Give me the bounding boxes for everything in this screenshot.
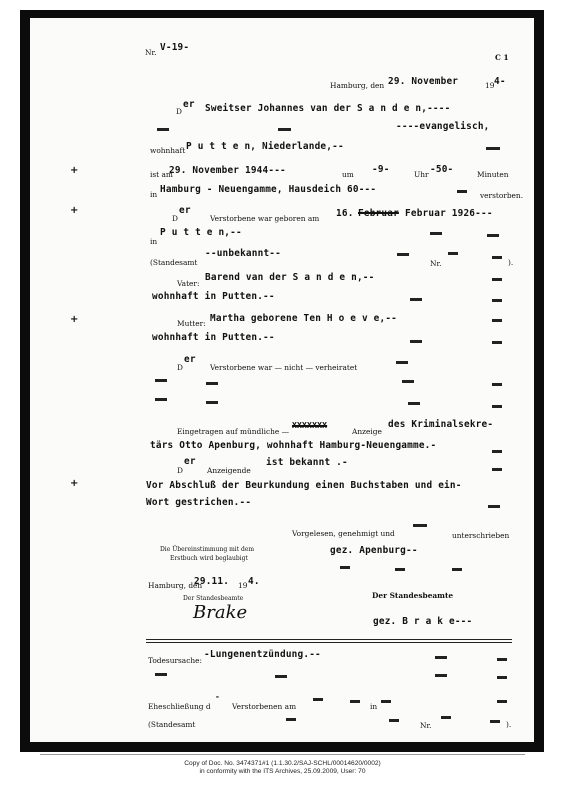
death-hour: -9- — [372, 164, 390, 175]
cause-of-death: -Lungenentzündung.-- — [204, 649, 321, 660]
filler-dash — [395, 568, 405, 571]
filler-dash — [402, 380, 414, 383]
filler-dash — [457, 190, 467, 193]
filler-dash — [430, 232, 442, 235]
d-prefix: D — [172, 214, 178, 223]
filler-dash — [396, 361, 408, 364]
uhr-label: Uhr — [414, 170, 429, 179]
filler-dash — [492, 405, 502, 408]
official-label: Der Standesbeamte — [372, 591, 454, 600]
filler-dash — [340, 566, 350, 569]
anzeigende-label: Anzeigende — [207, 466, 251, 475]
er-suffix: er — [183, 99, 195, 110]
birth-day: 16. — [336, 208, 354, 219]
standesamt-label: (Standesamt — [150, 258, 198, 267]
eingetragen-text: Eingetragen auf mündliche — — [177, 427, 289, 436]
close-paren: ). — [508, 258, 514, 267]
verstorbenen-label: Verstorbenen am — [232, 702, 297, 711]
filler-dash — [410, 340, 422, 343]
year-prefix: 19 — [485, 81, 495, 90]
mutter-name: Martha geborene Ten H o e v e,-- — [210, 313, 398, 324]
cert-year-suffix: 4. — [248, 576, 260, 587]
register-number: V-19- — [160, 42, 190, 53]
nr-label: Nr. — [145, 48, 157, 57]
minuten-label: Minuten — [477, 170, 509, 179]
filler-dash — [275, 675, 287, 678]
filler-dash — [497, 700, 507, 703]
handwritten-signature: Brake — [193, 602, 248, 623]
filler-dash — [157, 128, 169, 131]
filler-dash — [490, 720, 500, 723]
place-date-label: Hamburg, den — [330, 81, 385, 90]
filler-dash — [286, 718, 296, 721]
ist-am-label: ist am — [150, 170, 173, 179]
filler-dash — [435, 656, 447, 659]
filler-dash — [278, 128, 291, 131]
record-date: 29. November — [388, 76, 459, 87]
filler-dash — [389, 719, 399, 722]
born-text: Verstorbene war geboren am — [210, 214, 320, 223]
wohnhaft-label: wohnhaft — [150, 146, 186, 155]
marital-status: Verstorbene war — nicht — verheiratet — [210, 363, 358, 372]
filler-dash — [488, 505, 500, 508]
mutter-label: Mutter: — [177, 319, 206, 328]
correction-note: Vor Abschluß der Beurkundung einen Buchstaben und ein- — [146, 480, 462, 491]
mutter-wohnhaft: wohnhaft in Putten.-- — [152, 332, 275, 343]
er-suffix: er — [179, 205, 191, 216]
death-place: Hamburg - Neuengamme, Hausdeich 60--- — [160, 184, 377, 195]
death-minutes: -50- — [430, 164, 454, 175]
official-label-small: Der Standesbeamte — [183, 595, 244, 602]
filler-dash — [492, 450, 502, 453]
filler-dash — [452, 568, 462, 571]
margin-plus-mark: + — [70, 205, 79, 216]
filler-dash — [441, 716, 451, 719]
filler-dash — [206, 401, 218, 404]
filler-dash — [492, 299, 502, 302]
cause-label: Todesursache: — [148, 656, 202, 665]
cert-date: 29.11. — [194, 576, 230, 587]
nr-label: Nr. — [430, 259, 442, 268]
separator-line — [146, 639, 512, 640]
er-suffix: er — [184, 354, 196, 365]
filler-dash — [487, 234, 499, 237]
filler-dash — [408, 402, 420, 405]
in-label: in — [370, 702, 378, 711]
religion: ----evangelisch, — [396, 121, 490, 132]
birth-place: P u t t e n,-- — [160, 227, 242, 238]
filler-dash — [448, 252, 458, 255]
vater-wohnhaft: wohnhaft in Putten.-- — [152, 291, 275, 302]
vater-label: Vater: — [177, 279, 200, 288]
filler-dash — [497, 658, 507, 661]
filler-dash — [492, 468, 502, 471]
margin-plus-mark: + — [70, 478, 79, 489]
filler-dash — [410, 298, 422, 301]
margin-plus-mark: + — [70, 314, 79, 325]
filler-dash — [206, 382, 218, 385]
separator-line — [146, 642, 512, 643]
er-suffix: er — [184, 456, 196, 467]
in-label: in — [150, 190, 158, 199]
official-signature: gez. B r a k e--- — [373, 616, 473, 627]
unterschrieben-label: unterschrieben — [452, 531, 510, 540]
margin-plus-mark: + — [70, 165, 79, 176]
cert-place-label: Hamburg, den — [148, 581, 203, 590]
archive-footer — [0, 760, 565, 776]
informant: des Kriminalsekre- — [388, 419, 494, 430]
informant-continued: tärs Otto Apenburg, wohnhaft Hamburg-Neuengamme.- — [150, 440, 437, 451]
struck-month: Februar — [358, 208, 399, 219]
marriage-dash: - — [215, 692, 221, 701]
filler-dash — [397, 253, 409, 256]
filler-dash — [492, 278, 502, 281]
filler-dash — [492, 383, 502, 386]
filler-dash — [492, 319, 502, 322]
filler-dash — [350, 700, 360, 703]
standesamt-value: --unbekannt-- — [205, 248, 281, 259]
birth-month-year: Februar 1926--- — [405, 208, 493, 219]
standesamt-label: (Standesamt — [148, 720, 196, 729]
certification-line-2: Erstbuch wird beglaubigt — [170, 555, 248, 562]
um-label: um — [342, 170, 354, 179]
certification-line-1: Die Übereinstimmung mit dem — [160, 546, 255, 553]
vorgelesen-text: Vorgelesen, genehmigt und — [292, 529, 395, 538]
verstorben-label: verstorben. — [480, 191, 524, 200]
filler-dash — [492, 256, 502, 259]
deceased-name: Sweitser Johannes van der S a n d e n,---- — [205, 103, 451, 114]
d-prefix: D — [177, 363, 183, 372]
d-prefix: D — [176, 107, 182, 116]
cert-year-prefix: 19 — [238, 581, 248, 590]
footer-line-2: in conformity with the ITS Archives, 25.09.2009, User: 70 — [199, 768, 366, 776]
nr-label: Nr. — [420, 721, 432, 730]
vater-name: Barend van der S a n d e n,-- — [205, 272, 375, 283]
filler-dash — [497, 676, 507, 679]
in-label: in — [150, 237, 158, 246]
filler-dash — [155, 379, 167, 382]
filler-dash — [313, 698, 323, 701]
filler-dash — [381, 700, 391, 703]
filler-dash — [413, 524, 427, 527]
footer-rule — [40, 754, 525, 755]
anzeigende-value: ist bekannt .- — [266, 457, 348, 468]
death-date: 29. November 1944--- — [169, 165, 286, 176]
filler-dash — [435, 674, 447, 677]
marriage-label: Eheschließung d — [148, 702, 211, 711]
footer-line-1: Copy of Doc. No. 3474371#1 (1.1.30.2/SAJ-SCHL/00014620/0002) — [184, 760, 381, 767]
anzeige-label: Anzeige — [352, 427, 382, 436]
year-suffix: 4- — [494, 76, 506, 87]
form-code: C 1 — [495, 53, 509, 62]
filler-dash — [486, 147, 500, 150]
d-prefix: D — [177, 466, 183, 475]
informant-signature: gez. Apenburg-- — [330, 545, 418, 556]
filler-dash — [155, 398, 167, 401]
struck-word: XXXXXXX — [292, 421, 328, 430]
filler-dash — [155, 673, 167, 676]
residence: P u t t e n, Niederlande,-- — [186, 141, 344, 152]
filler-dash — [492, 341, 502, 344]
close-paren: ). — [506, 720, 512, 729]
correction-note-2: Wort gestrichen.-- — [146, 497, 252, 508]
